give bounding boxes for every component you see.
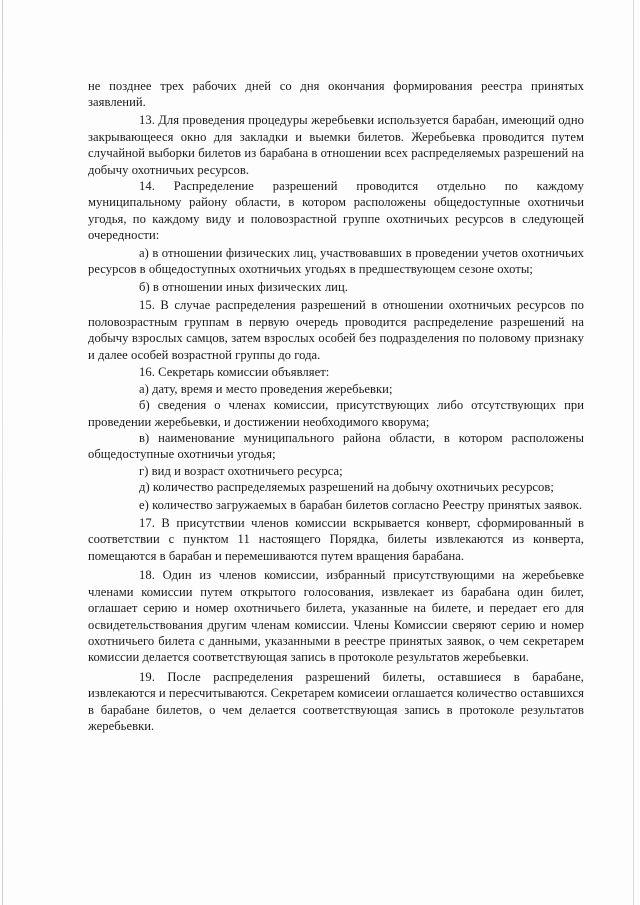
paragraph-14: 14. Распределение разрешений проводится отдельно по каждому муниципальному району области, в котором расположены общедоступные охотничьи угодья, по каждому виду и половозрастной группе охотничьих ресурсов в следующей очередности:	[88, 178, 584, 243]
paragraph-15: 15. В случае распределения разрешений в отношении охотничьих ресурсов по половозрастным группам в первую очередь проводится распределение разрешений на добычу взрослых самцов, затем взрослых особей без подразделения по половому признаку и далее особей возрастной группы до года.	[88, 298, 584, 362]
paragraph-continuation: не позднее трех рабочих дней со дня окончания формирования реестра принятых заявлений.	[88, 79, 584, 110]
paragraph-16-item-a: а) дату, время и место проведения жеребьевки;	[139, 381, 393, 396]
paragraph-14-item-b: б) в отношении иных физических лиц.	[139, 280, 348, 295]
paragraph-13: 13. Для проведения процедуры жеребьевки используется барабан, имеющий одно закрывающееся окно для закладки и выемки билетов. Жеребьевка проводится путем случайной выборки билетов из барабана в отношении всех распределяемых разрешений на добычу охотничьих ресурсов.	[88, 113, 584, 177]
paragraph-14-item-a: а) в отношении физических лиц, участвовавших в проведении учетов охотничьих ресурсов в общедоступных охотничьих угодьях в предшествующем сезоне охоты;	[88, 246, 584, 277]
paragraph-16-item-e: е) количество загружаемых в барабан билетов согласно Реестру принятых заявок.	[139, 498, 583, 513]
paragraph-16-item-v: в) наименование муниципального района области, в котором расположены общедоступные охотничьи угодья;	[88, 431, 584, 462]
paragraph-19: 19. После распределения разрешений билеты, оставшиеся в барабане, извлекаются и пересчитываются. Секретарем комисеии оглашается количество оставшихся в барабане билетов, о чем делается соответствующая запись в протоколе результатов жеребьевки.	[88, 669, 584, 733]
paragraph-17: 17. В присутствии членов комиссии вскрывается конверт, сформированный в соответствии с пунктом 11 настоящего Порядка, билеты извлекаются из конверта, помещаются в барабан и перемешиваются путем вращения барабана.	[88, 516, 584, 563]
paragraph-16-item-g: г) вид и возраст охотничьего ресурса;	[139, 463, 343, 478]
paragraph-16-item-d: д) количество распределяемых разрешений на добычу охотничьих ресурсов;	[139, 480, 554, 495]
scan-edge-right	[633, 0, 634, 905]
scan-edge-left	[2, 0, 3, 905]
paragraph-16: 16. Секретарь комиссии объявляет:	[139, 365, 330, 380]
paragraph-16-item-b: б) сведения о членах комиссии, присутствующих либо отсутствующих при проведении жеребьевки, и достижении необходимого кворума;	[88, 398, 584, 429]
document-body	[88, 78, 584, 734]
paragraph-18: 18. Один из членов комиссии, избранный присутствующими на жеребьевке членами комиссии путем открытого голосования, извлекает из барабана один билет, оглашает серию и номер охотничьего билета, указанные на билете, и передает его для освидетельствования другим членам комиссии. Члены Комиссии сверяют серию и номер охотничьего билета с данными, указанными в реестре принятых заявок, о чем секретарем комиссии делается соответствующая запись в протоколе результатов жеребьевки.	[88, 568, 584, 665]
